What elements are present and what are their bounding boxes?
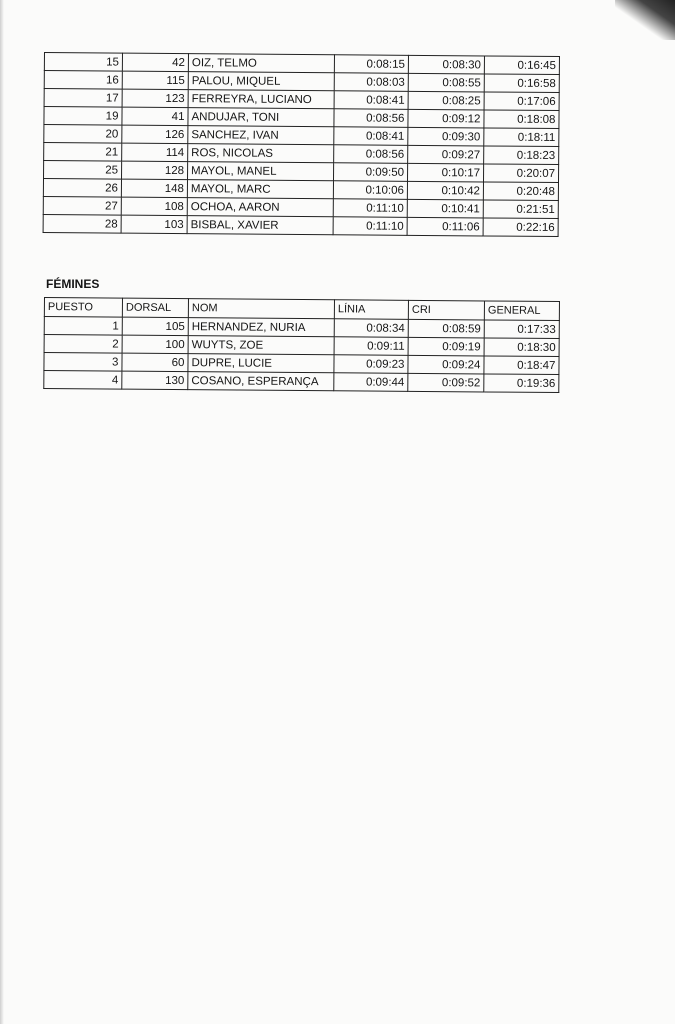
cell-linia: 0:08:41 <box>334 91 408 110</box>
cell-dorsal: 100 <box>122 335 188 354</box>
cell-cri: 0:09:52 <box>408 373 484 392</box>
cell-puesto: 16 <box>44 71 122 90</box>
cell-dorsal: 123 <box>122 89 188 108</box>
cell-cri: 0:09:30 <box>408 127 484 146</box>
cell-puesto: 2 <box>44 335 122 354</box>
cell-linia: 0:08:15 <box>334 55 408 74</box>
cell-nom: DUPRE, LUCIE <box>188 354 334 373</box>
cell-linia: 0:08:34 <box>334 319 408 338</box>
header-dorsal: DORSAL <box>122 298 188 318</box>
cell-nom: ROS, NICOLAS <box>188 144 334 163</box>
cell-cri: 0:10:42 <box>407 181 483 200</box>
cell-puesto: 4 <box>44 371 122 390</box>
cell-cri: 0:09:24 <box>408 355 484 374</box>
cell-cri: 0:11:06 <box>407 217 483 236</box>
cell-puesto: 15 <box>44 53 122 72</box>
cell-linia: 0:10:06 <box>333 181 407 200</box>
cell-general: 0:22:16 <box>483 218 558 237</box>
male-results-table <box>43 52 560 237</box>
cell-dorsal: 126 <box>122 125 188 144</box>
cell-nom: OIZ, TELMO <box>188 54 334 73</box>
cell-general: 0:18:08 <box>484 110 559 129</box>
cell-dorsal: 41 <box>122 107 188 126</box>
cell-general: 0:18:47 <box>484 356 559 375</box>
cell-dorsal: 130 <box>122 371 188 390</box>
header-nom: NOM <box>188 299 334 319</box>
cell-dorsal: 103 <box>121 215 187 234</box>
cell-puesto: 21 <box>44 143 122 162</box>
cell-puesto: 3 <box>44 353 122 372</box>
cell-puesto: 25 <box>44 161 122 180</box>
cell-cri: 0:08:55 <box>408 73 484 92</box>
cell-nom: BISBAL, XAVIER <box>187 216 333 235</box>
cell-cri: 0:09:12 <box>408 109 484 128</box>
cell-linia: 0:09:50 <box>333 163 407 182</box>
cell-general: 0:16:45 <box>484 56 559 75</box>
cell-general: 0:20:48 <box>483 182 558 201</box>
cell-cri: 0:09:27 <box>408 145 484 164</box>
cell-cri: 0:08:25 <box>408 91 484 110</box>
table-row <box>44 371 559 393</box>
cell-cri: 0:08:30 <box>408 55 484 74</box>
cell-general: 0:21:51 <box>483 200 558 219</box>
cell-dorsal: 105 <box>122 317 188 336</box>
cell-dorsal: 108 <box>121 197 187 216</box>
cell-linia: 0:08:03 <box>334 73 408 92</box>
cell-nom: HERNANDEZ, NURIA <box>188 318 334 337</box>
cell-linia: 0:09:44 <box>334 373 408 392</box>
cell-nom: WUYTS, ZOE <box>188 336 334 355</box>
cell-linia: 0:08:41 <box>334 127 408 146</box>
cell-general: 0:18:30 <box>484 338 559 357</box>
cell-general: 0:19:36 <box>484 374 559 393</box>
cell-nom: ANDUJAR, TONI <box>188 108 334 127</box>
header-cri: CRI <box>408 300 484 320</box>
male-results-body <box>43 53 559 237</box>
cell-puesto: 20 <box>44 125 122 144</box>
female-section-title: FÉMINES <box>46 277 100 291</box>
cell-linia: 0:11:10 <box>333 199 407 218</box>
table-row <box>43 214 558 236</box>
cell-nom: FERREYRA, LUCIANO <box>188 90 334 109</box>
page-corner-shadow <box>615 0 675 40</box>
cell-dorsal: 148 <box>121 179 187 198</box>
cell-general: 0:18:11 <box>484 128 559 147</box>
cell-linia: 0:09:11 <box>334 337 408 356</box>
cell-puesto: 17 <box>44 89 122 108</box>
cell-cri: 0:09:19 <box>408 337 484 356</box>
cell-dorsal: 115 <box>122 71 188 90</box>
female-results-table <box>43 297 560 393</box>
cell-puesto: 19 <box>44 107 122 126</box>
cell-nom: OCHOA, AARON <box>187 198 333 217</box>
cell-puesto: 1 <box>44 317 122 336</box>
cell-general: 0:17:33 <box>484 320 559 339</box>
cell-dorsal: 128 <box>122 161 188 180</box>
header-puesto: PUESTO <box>44 298 122 318</box>
cell-dorsal: 42 <box>122 53 188 72</box>
cell-general: 0:17:06 <box>484 92 559 111</box>
cell-cri: 0:10:41 <box>407 199 483 218</box>
cell-linia: 0:11:10 <box>333 217 407 236</box>
cell-linia: 0:08:56 <box>334 109 408 128</box>
cell-puesto: 28 <box>43 214 121 233</box>
header-linia: LÍNIA <box>334 300 408 320</box>
cell-dorsal: 114 <box>122 143 188 162</box>
cell-nom: PALOU, MIQUEL <box>188 72 334 91</box>
cell-linia: 0:08:56 <box>334 145 408 164</box>
page-left-edge <box>0 0 4 1024</box>
cell-general: 0:16:58 <box>484 74 559 93</box>
cell-cri: 0:10:17 <box>407 163 483 182</box>
cell-nom: MAYOL, MARC <box>187 180 333 199</box>
header-general: GENERAL <box>484 301 559 321</box>
cell-nom: MAYOL, MANEL <box>188 162 334 181</box>
cell-puesto: 27 <box>43 196 121 215</box>
cell-linia: 0:09:23 <box>334 355 408 374</box>
cell-puesto: 26 <box>43 179 121 198</box>
cell-dorsal: 60 <box>122 353 188 372</box>
cell-general: 0:20:07 <box>483 164 558 183</box>
female-results-body <box>44 317 560 393</box>
cell-nom: COSANO, ESPERANÇA <box>188 372 334 391</box>
cell-nom: SANCHEZ, IVAN <box>188 126 334 145</box>
cell-cri: 0:08:59 <box>408 319 484 338</box>
cell-general: 0:18:23 <box>484 146 559 165</box>
